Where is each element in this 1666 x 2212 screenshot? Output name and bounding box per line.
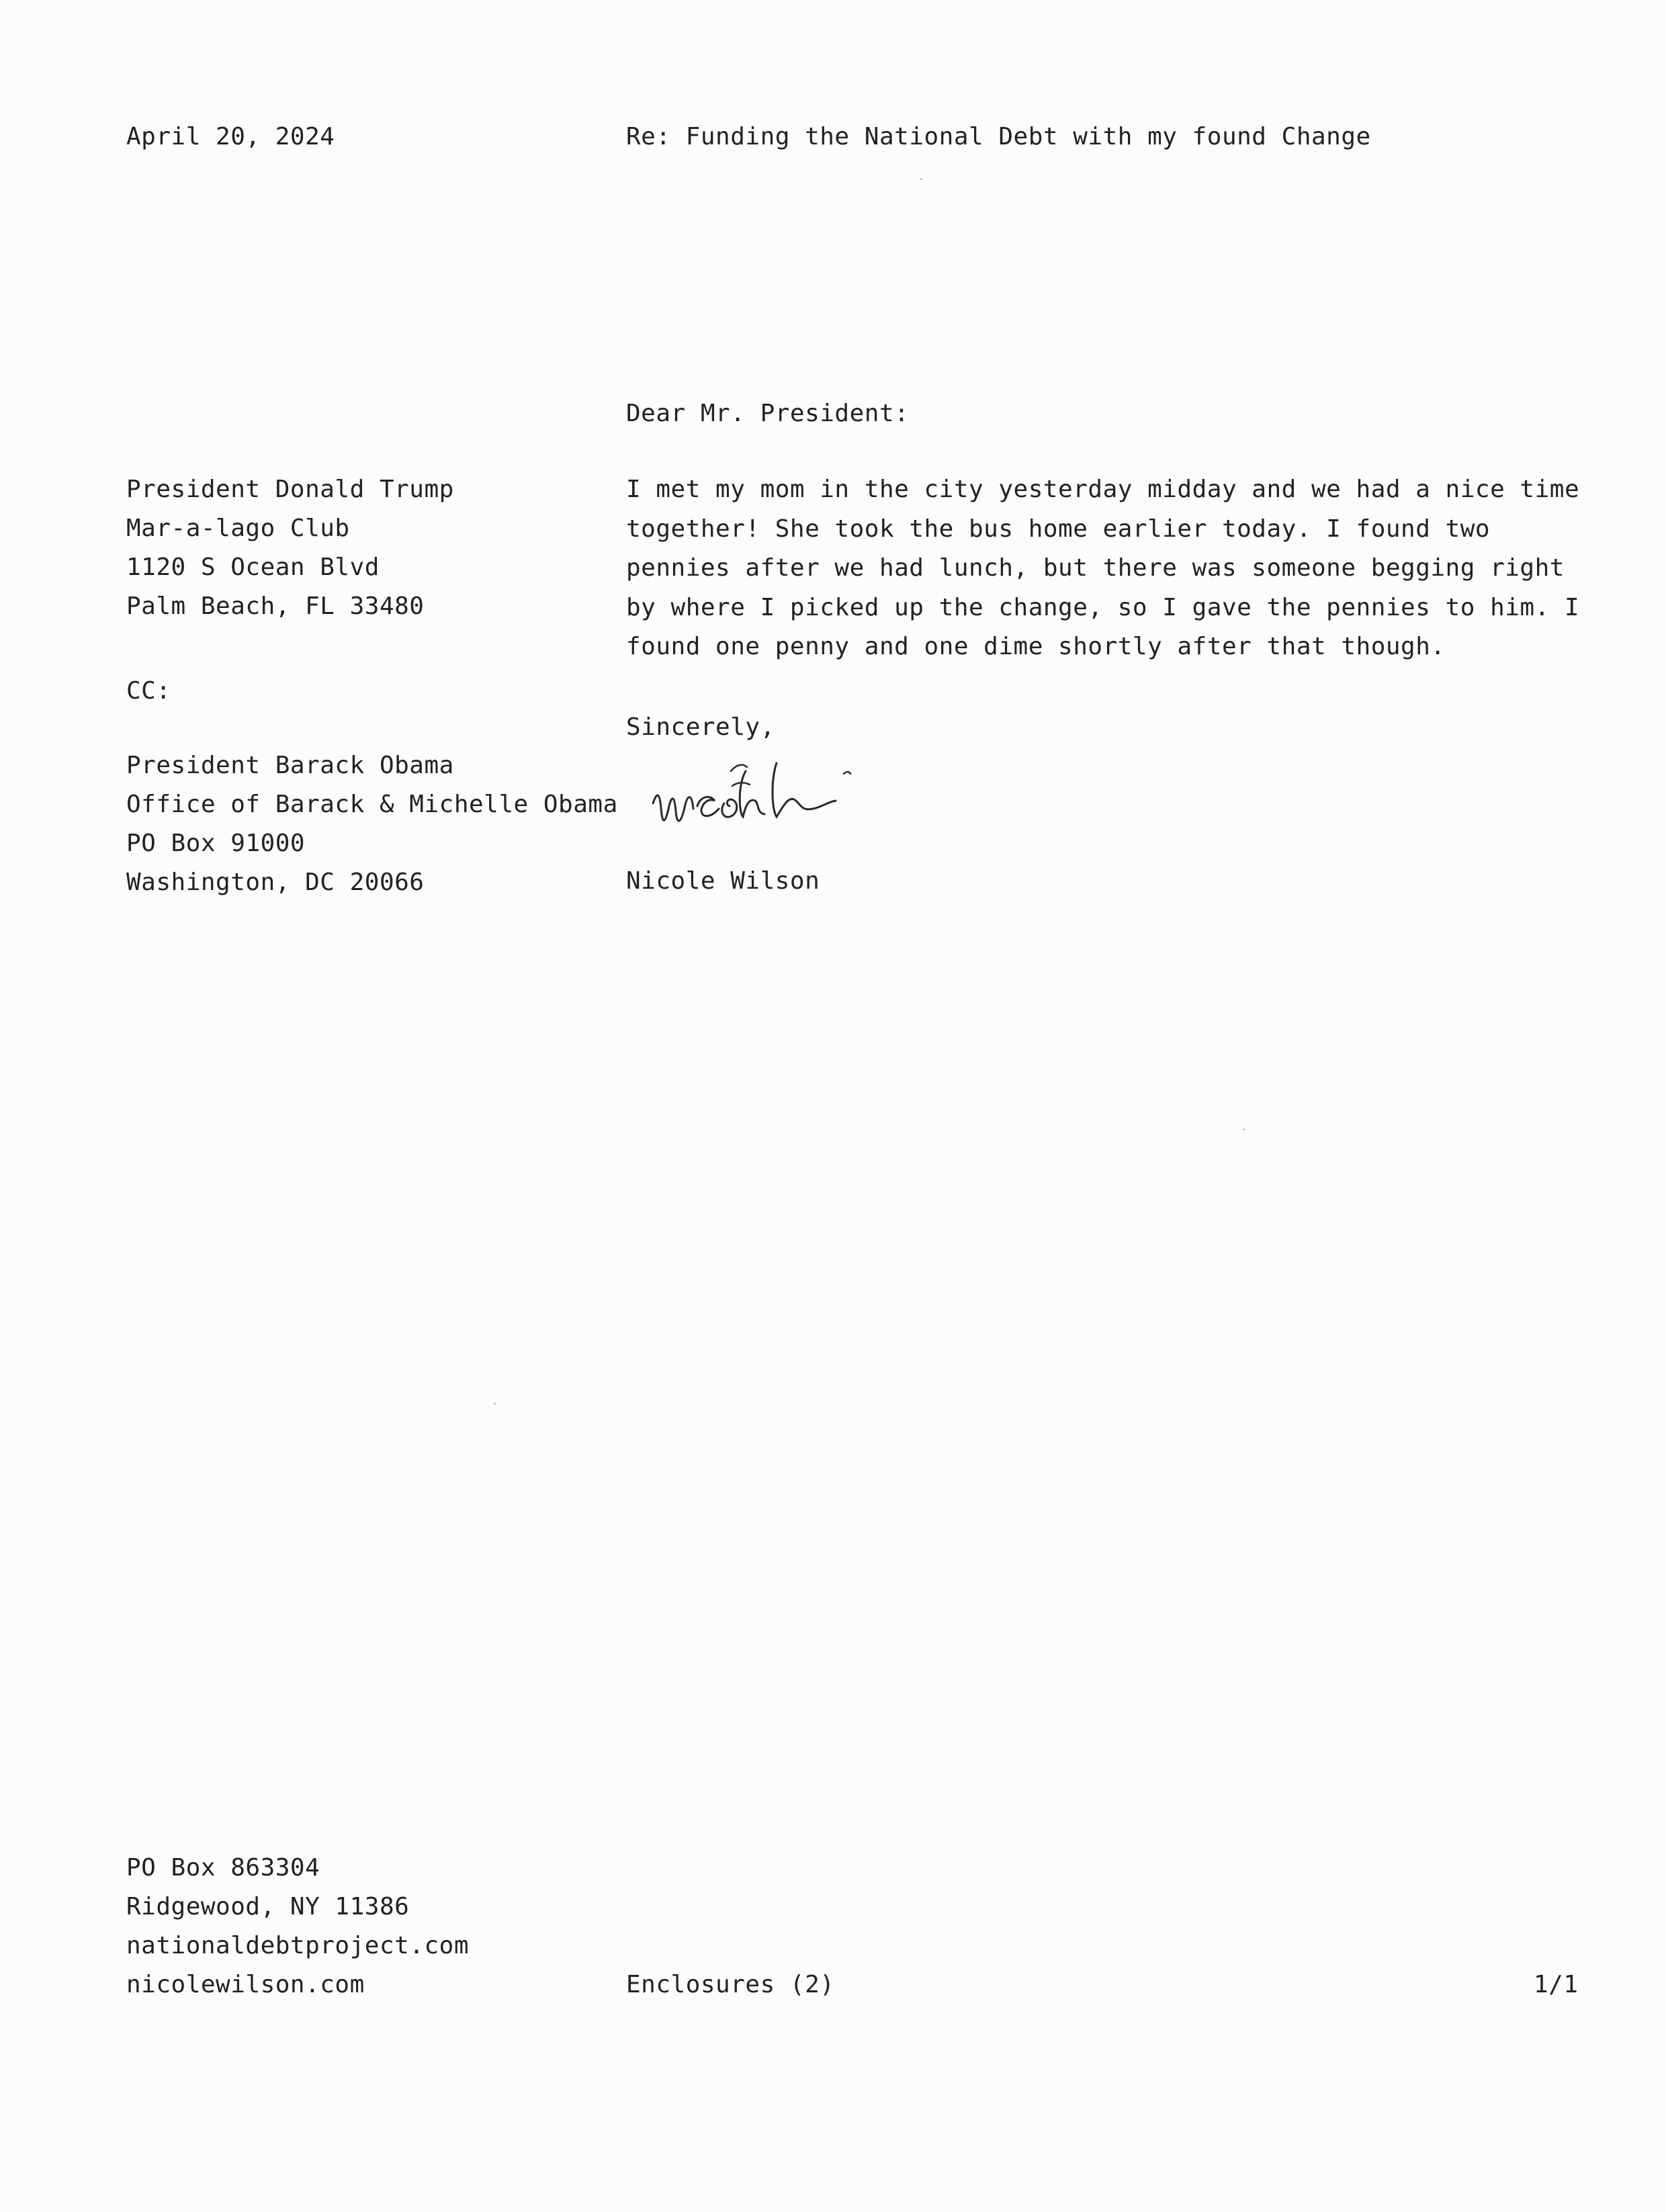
handwritten-signature — [645, 744, 954, 845]
recipient-city: Palm Beach, FL 33480 — [126, 592, 425, 620]
scan-speck — [920, 178, 922, 180]
letter-body: I met my mom in the city yesterday midday and we had a nice time together! She took the bus home earlier today. I found two pennies after we had lunch, but there was someone begging right by where I picked up the change, so I gave the pennies to him. I found one penny and one dime shortly after that though. — [626, 476, 1580, 660]
sender-po-box: PO Box 863304 — [126, 1854, 320, 1882]
letter-date: April 20, 2024 — [126, 123, 335, 150]
cc-name: President Barack Obama — [126, 752, 454, 779]
sender-website-project: nationaldebtproject.com — [126, 1932, 469, 1959]
salutation: Dear Mr. President: — [626, 400, 910, 427]
signer-name: Nicole Wilson — [626, 867, 820, 895]
sender-address — [126, 1849, 469, 2004]
sender-website-personal: nicolewilson.com — [126, 1971, 365, 1998]
valediction: Sincerely, — [626, 713, 775, 741]
recipient-address — [126, 470, 454, 626]
enclosures-note: Enclosures (2) — [626, 1971, 835, 1998]
scan-speck — [1243, 1129, 1245, 1131]
cc-label: CC: — [126, 677, 171, 705]
cc-organization: Office of Barack & Michelle Obama — [126, 791, 618, 818]
letter-subject: Re: Funding the National Debt with my found Change — [626, 123, 1371, 150]
recipient-organization: Mar-a-lago Club — [126, 515, 350, 542]
scan-speck — [494, 1403, 496, 1405]
cc-po-box: PO Box 91000 — [126, 830, 306, 857]
recipient-name: President Donald Trump — [126, 476, 454, 503]
cc-address — [126, 746, 618, 902]
sender-city: Ridgewood, NY 11386 — [126, 1893, 410, 1920]
page-number: 1/1 — [1534, 1971, 1579, 1998]
cc-city: Washington, DC 20066 — [126, 869, 425, 896]
recipient-street: 1120 S Ocean Blvd — [126, 554, 380, 581]
